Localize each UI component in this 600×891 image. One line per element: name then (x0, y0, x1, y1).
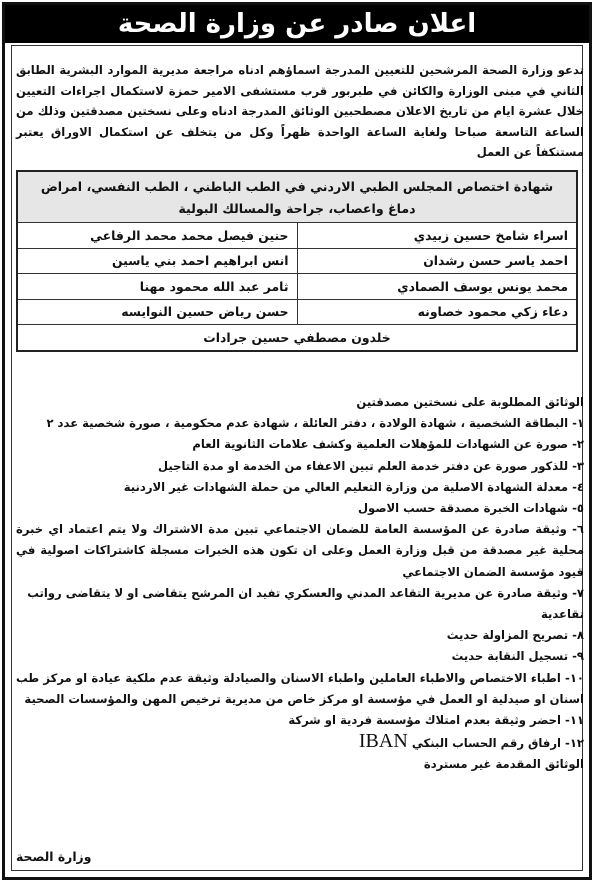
specialty-header: شهادة اختصاص المجلس الطبي الاردني في الطب الباطني ، الطب النفسي، امراض دماغ واعصاب، جراحة والمسالك البولية (17, 171, 577, 223)
table-header-row (17, 171, 577, 223)
documents-note: الوثائق المقدمة غير مستردة (423, 757, 584, 772)
required-documents (16, 392, 584, 776)
document-item: ٦- وثيقة صادرة عن المؤسسة العامة للضمان الاجتماعي تبين مدة الاشتراك ولا يتم اعتماد اي خبرة محلية غير مصدقة من قبل وزارة العمل وعلى ان تكون هذه الخبرات مسجلة كاشتراكات اصولية في قيود مؤسسة الضمان الاجتماعي (16, 522, 584, 579)
document-item: ٢- صورة عن الشهادات للمؤهلات العلمية وكشف علامات الثانوية العام (192, 437, 584, 452)
documents-heading: الوثائق المطلوبة على نسختين مصدقتين (356, 395, 584, 409)
iban-item-text: ١٢- ارفاق رقم الحساب البنكي (411, 736, 584, 751)
document-item: ٣- للذكور صورة عن دفتر خدمة العلم تبين الاعفاء من الخدمة او مدة التاجيل (158, 458, 584, 473)
document-item: ٧- وثيقة صادرة عن مديرية التقاعد المدني والعسكري تفيد ان المرشح يتقاضى او لا يتقاضى رواتب تقاعدية (27, 585, 584, 622)
document-item: ٩- تسجيل النقابة حديث (451, 649, 584, 664)
document-item: ١٠- اطباء الاختصاص والاطباء العاملين واطباء الاسنان والصيادلة وثيقة عدم ملكية عيادة او مركز طب اسنان او صيدلية او العمل في مؤسسة او مركز خاص من مديرية ترخيص المهن والمؤسسات الصحية (16, 670, 584, 706)
document-item-iban (16, 731, 584, 754)
intro-paragraph: تدعو وزارة الصحة المرشحين للتعيين المدرجة اسماؤهم ادناه مراجعة مديرية الموارد البشرية الطابق الثاني في مبنى الوزارة والكائن في طبربور قرب مستشفى الامير حمزة لاستكمال اجراءات التعيين خلال عشرة ايام من تاريخ الاعلان مصطحبين الوثائق المدرجة ادناه وعلى نسختين مصدقتين وذلك من الساعة التاسعة صباحا ولغاية الساعة الواحدة ظهراً وكل من يتخلف عن استكمال الاوراق يعتبر مستنكفاً عن العمل (16, 63, 584, 159)
document-item: ٤- معدلة الشهادة الاصلية من وزارة التعليم العالي من حملة الشهادات غير الاردنية (123, 479, 584, 494)
table-row (17, 299, 577, 325)
table-row (17, 274, 577, 300)
candidate-name: اسراء شامخ حسين زبيدي (297, 223, 577, 249)
document-item: ١- البطاقة الشخصية ، شهادة الولادة ، دفتر العائلة ، شهادة عدم محكومية ، صورة شخصية عدد ٢ (46, 416, 584, 431)
table-row (17, 325, 577, 351)
candidate-name: انس ابراهيم احمد بني ياسين (17, 248, 297, 274)
table-row (17, 223, 577, 249)
candidate-name: حسن رياض حسين النوايسه (17, 299, 297, 325)
ministry-signature: وزارة الصحة (16, 849, 92, 864)
candidate-name: ثامر عبد الله محمود مهنا (17, 274, 297, 300)
candidates-table (16, 170, 578, 352)
iban-label: IBAN (358, 730, 408, 753)
candidate-name: دعاء زكي محمود خصاونه (297, 299, 577, 325)
document-item: ١١- احضر وثيقة بعدم امتلاك مؤسسة فردية او شركة (288, 713, 584, 728)
candidate-name: خلدون مصطفي حسين جرادات (17, 325, 577, 351)
document-item: ٨- تصريح المزاولة حديث (446, 628, 584, 643)
candidate-name: حنين فيصل محمد محمد الرفاعي (17, 223, 297, 249)
document-item: ٥- شهادات الخبرة مصدقة حسب الاصول (357, 501, 584, 516)
candidate-name: محمد يونس يوسف الصمادي (297, 274, 577, 300)
announcement-title: اعلان صادر عن وزارة الصحة (5, 5, 589, 43)
candidate-name: احمد ياسر حسن رشدان (297, 248, 577, 274)
table-row (17, 248, 577, 274)
